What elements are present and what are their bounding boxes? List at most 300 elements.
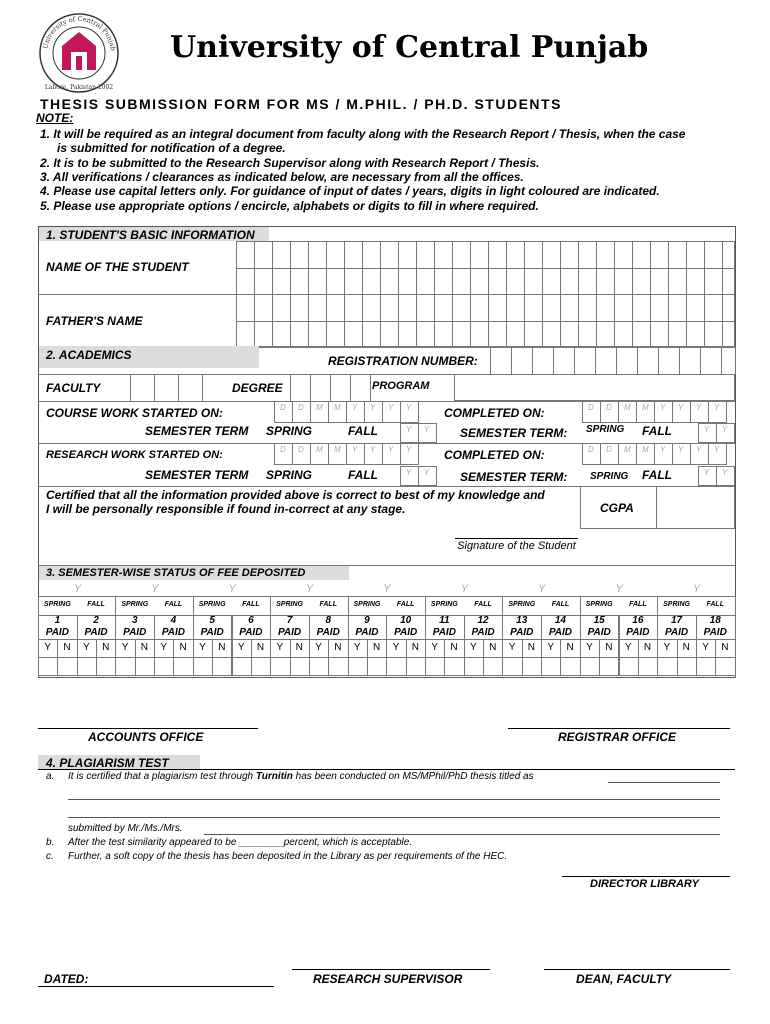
name-letter-box[interactable] [308,321,327,349]
fee-verification-box[interactable] [522,657,542,676]
program-field[interactable] [454,374,735,401]
date-hint-y: Y [678,403,684,412]
name-letter-box[interactable] [236,241,255,269]
supervisor-signature-line[interactable] [292,969,490,970]
registrar-signature-line[interactable] [508,728,730,729]
fee-verification-box[interactable] [96,657,116,676]
fee-yes-label: Y [237,642,245,653]
fee-verification-box[interactable] [348,657,368,676]
date-hint-d: D [606,445,612,454]
section2-title: 2. ACADEMICS [46,348,132,362]
note-2: 2. It is to be submitted to the Research Supervisor along with Research Report / Thesis. [40,156,540,170]
cgpa-label-cell [580,486,657,529]
svg-text:University of Central Punjab: University of Central Punjab [41,14,117,52]
name-letter-box[interactable] [650,294,669,322]
date-hint-m: M [624,403,631,412]
research-spring-option[interactable]: SPRING [266,468,313,482]
name-letter-box[interactable] [308,241,327,269]
name-letter-box[interactable] [650,321,669,349]
fee-year-hint: Y [615,583,623,595]
accounts-signature-line[interactable] [38,728,258,729]
name-letter-box[interactable] [434,294,453,322]
name-letter-box[interactable] [578,268,597,296]
name-letter-box[interactable] [290,294,309,322]
date-hint-y: Y [352,403,358,412]
fee-no-label: N [372,642,381,653]
fee-yes-label: Y [508,642,516,653]
name-letter-box[interactable] [542,268,561,296]
name-letter-box[interactable] [290,268,309,296]
fee-no-label: N [721,642,729,653]
fee-paid-label: PAID [664,627,689,638]
date-hint-d: D [298,445,304,454]
fee-spring-label: SPRING [585,601,613,608]
fee-yes-label: Y [44,642,51,653]
name-letter-box[interactable] [344,294,363,322]
fee-verification-box[interactable] [638,657,658,676]
fee-fall-label: FALL [87,601,105,608]
note-heading: NOTE: [36,111,74,125]
name-letter-box[interactable] [524,241,543,269]
note-1-cont: is submitted for notification of a degree. [57,141,286,155]
year-hint: Y [424,468,430,477]
name-letter-box[interactable] [326,268,345,296]
fee-verification-box[interactable] [386,657,406,676]
registration-digit-box[interactable] [574,346,596,375]
name-letter-box[interactable] [434,268,453,296]
registration-digit-box[interactable] [490,346,512,375]
name-letter-box[interactable] [632,241,651,269]
research-work-started-label: RESEARCH WORK STARTED ON: [46,449,223,461]
registration-digit-box[interactable] [679,346,701,375]
fee-fall-label: FALL [319,601,337,608]
name-letter-box[interactable] [524,294,543,322]
name-letter-box[interactable] [452,294,471,322]
degree-box[interactable] [310,374,331,402]
section1-title: 1. STUDENT'S BASIC INFORMATION [46,228,255,242]
accounts-office-label: ACCOUNTS OFFICE [88,730,204,744]
name-letter-box[interactable] [488,268,507,296]
fee-paid-label: PAID [394,627,418,638]
name-letter-box[interactable] [452,268,471,296]
name-letter-box[interactable] [686,268,705,296]
fee-paid-label: PAID [316,627,340,638]
name-letter-box[interactable] [722,268,735,296]
similarity-statement: After the test similarity appeared to be ________percent, which is acceptable. [68,837,413,848]
name-letter-box[interactable] [668,241,687,269]
fee-yes-label: Y [586,642,593,653]
name-letter-box[interactable] [686,241,705,269]
fee-year-hint: Y [383,583,391,595]
thesis-title-field-3[interactable] [68,817,720,818]
fee-verification-box[interactable] [464,657,484,676]
name-letter-box[interactable] [236,268,255,296]
fee-verification-box[interactable] [135,657,155,676]
name-letter-box[interactable] [578,241,597,269]
fee-paid-label: PAID [548,627,573,638]
date-hint-y: Y [406,403,412,412]
name-letter-box[interactable] [416,268,435,296]
date-hint-y: Y [678,445,684,454]
name-letter-box[interactable] [272,294,291,322]
date-hint-d: D [606,403,612,412]
name-letter-box[interactable] [650,241,669,269]
course-completed-label: COMPLETED ON: [444,406,545,420]
fee-no-label: N [102,642,110,653]
name-letter-box[interactable] [254,321,273,349]
fee-fall-label: FALL [629,601,647,608]
name-letter-box[interactable] [470,241,489,269]
name-letter-box[interactable] [704,268,723,296]
item-b-marker: b. [46,837,55,848]
name-letter-box[interactable] [704,321,723,349]
degree-box[interactable] [330,374,351,402]
fee-verification-box[interactable] [38,657,58,676]
name-letter-box[interactable] [290,321,309,349]
fee-semester-number: 9 [364,615,370,626]
fee-verification-box[interactable] [115,657,135,676]
fee-yes-label: Y [702,642,709,653]
fee-semester-number: 18 [709,615,721,626]
name-letter-box[interactable] [416,321,435,349]
name-letter-box[interactable] [704,294,723,322]
name-letter-box[interactable] [722,241,735,269]
registration-digit-box[interactable] [511,346,533,375]
name-letter-box[interactable] [488,241,507,269]
name-letter-box[interactable] [344,321,363,349]
name-letter-box[interactable] [524,268,543,296]
fee-semester-number: 2 [93,615,99,626]
fee-verification-box[interactable] [696,657,716,676]
fee-year-hint: Y [305,583,314,595]
fee-spring-label: SPRING [353,601,381,608]
name-letter-box[interactable] [416,294,435,322]
name-letter-box[interactable] [578,294,597,322]
date-hint-y: Y [370,403,376,412]
name-letter-box[interactable] [434,241,453,269]
fee-paid-label: PAID [471,627,495,638]
fee-verification-box[interactable] [425,657,445,676]
year-hint: Y [704,468,710,477]
name-letter-box[interactable] [704,241,723,269]
course-completed-spring-option[interactable]: SPRING [586,424,625,435]
cgpa-field[interactable] [656,486,735,529]
name-letter-box[interactable] [614,241,633,269]
fee-paid-label: PAID [703,627,727,638]
degree-label: DEGREE [232,381,283,395]
fee-verification-box[interactable] [406,657,426,676]
registration-digit-box[interactable] [721,346,736,375]
name-letter-box[interactable] [542,294,561,322]
name-letter-box[interactable] [254,294,273,322]
name-letter-box[interactable] [686,294,705,322]
name-letter-box[interactable] [380,294,399,322]
name-letter-box[interactable] [380,268,399,296]
name-letter-box[interactable] [650,268,669,296]
fee-no-label: N [179,642,187,653]
name-letter-box[interactable] [362,241,381,269]
research-completed-label: COMPLETED ON: [444,448,545,462]
fee-verification-box[interactable] [619,657,639,676]
fee-verification-box[interactable] [328,657,348,676]
name-letter-box[interactable] [272,321,291,349]
fee-no-label: N [566,642,574,653]
name-letter-box[interactable] [506,241,525,269]
submitted-by-field[interactable] [204,834,720,835]
fee-semester-number: 5 [209,615,215,626]
fee-paid-label: PAID [45,627,69,638]
course-work-started-label: COURSE WORK STARTED ON: [46,406,223,420]
fee-semester-number: 7 [286,615,293,626]
name-letter-box[interactable] [470,321,489,349]
name-letter-box[interactable] [452,321,471,349]
name-letter-box[interactable] [254,268,273,296]
name-letter-box[interactable] [614,321,633,349]
fee-verification-box[interactable] [677,657,697,676]
name-letter-box[interactable] [596,321,615,349]
name-letter-box[interactable] [722,294,735,322]
name-letter-box[interactable] [452,241,471,269]
name-letter-box[interactable] [254,241,273,269]
course-fall-option[interactable]: FALL [348,424,378,438]
student-signature-line[interactable] [455,538,578,539]
research-completed-spring-option[interactable]: SPRING [590,471,629,482]
name-letter-box[interactable] [308,268,327,296]
fee-no-label: N [605,642,613,653]
fee-paid-label: PAID [239,627,263,638]
thesis-title-field-1[interactable] [608,782,720,783]
research-fall-option[interactable]: FALL [348,468,378,482]
name-letter-box[interactable] [380,321,399,349]
fee-yes-label: Y [547,642,555,653]
name-letter-box[interactable] [596,241,615,269]
course-completed-fall-option[interactable]: FALL [642,424,672,438]
fee-fall-label: FALL [242,601,260,608]
fee-verification-box[interactable] [502,657,522,676]
certify-line-2: I will be personally responsible if found in-correct at any stage. [46,502,406,516]
degree-box[interactable] [350,374,371,402]
fee-verification-box[interactable] [599,657,619,676]
name-letter-box[interactable] [506,321,525,349]
name-letter-box[interactable] [668,294,687,322]
fee-verification-box[interactable] [212,657,232,676]
note-1: 1. It will be required as an integral document from faculty along with the Research Report / Thesis, when the case [40,127,686,141]
name-letter-box[interactable] [596,294,615,322]
registration-digit-box[interactable] [532,346,554,375]
name-letter-box[interactable] [290,241,309,269]
fee-verification-box[interactable] [270,657,290,676]
fee-year-hint: Y [538,583,546,595]
section4-title: 4. PLAGIARISM TEST [46,756,169,770]
fee-yes-label: Y [353,642,361,653]
fee-fall-label: FALL [706,601,724,608]
name-letter-box[interactable] [668,268,687,296]
fee-no-label: N [489,642,497,653]
fee-verification-box[interactable] [541,657,561,676]
year-hint: Y [722,468,728,477]
fee-no-label: N [295,642,303,653]
date-hint-m: M [642,403,649,412]
section3-title: 3. SEMESTER-WISE STATUS OF FEE DEPOSITED [46,567,306,579]
fee-no-label: N [643,642,652,653]
name-letter-box[interactable] [236,321,255,349]
fee-verification-box[interactable] [232,657,252,676]
name-letter-box[interactable] [326,294,345,322]
university-name: University of Central Punjab [170,30,649,65]
director-signature-line[interactable] [562,876,730,877]
fee-spring-label: SPRING [276,601,303,608]
name-letter-box[interactable] [344,241,363,269]
course-completed-semester-label: SEMESTER TERM: [460,426,568,440]
date-hint-y: Y [388,445,394,454]
date-hint-y: Y [714,403,720,412]
name-letter-box[interactable] [560,268,579,296]
name-letter-box[interactable] [236,294,255,322]
fee-semester-number: 11 [439,615,450,626]
faculty-box[interactable] [178,374,203,402]
name-letter-box[interactable] [308,294,327,322]
dean-signature-line[interactable] [544,969,730,970]
fee-verification-box[interactable] [251,657,271,676]
fee-no-label: N [218,642,226,653]
name-letter-box[interactable] [416,241,435,269]
name-letter-box[interactable] [362,294,381,322]
name-letter-box[interactable] [488,321,507,349]
date-hint-d: D [298,403,304,412]
faculty-box[interactable] [130,374,155,402]
dated-field[interactable] [38,986,274,987]
fee-verification-box[interactable] [560,657,580,676]
name-letter-box[interactable] [506,268,525,296]
name-letter-box[interactable] [326,241,345,269]
name-letter-box[interactable] [524,321,543,349]
fee-verification-box[interactable] [193,657,213,676]
registration-digit-box[interactable] [595,346,617,375]
name-letter-box[interactable] [272,268,291,296]
fee-verification-box[interactable] [444,657,464,676]
faculty-box[interactable] [154,374,179,402]
fee-semester-number: 16 [632,615,644,626]
name-letter-box[interactable] [398,268,417,296]
name-letter-box[interactable] [560,294,579,322]
fee-verification-box[interactable] [580,657,600,676]
name-letter-box[interactable] [470,268,489,296]
research-completed-semester-label: SEMESTER TERM: [460,470,568,484]
name-letter-box[interactable] [488,294,507,322]
fee-semester-number: 6 [248,615,254,626]
name-letter-box[interactable] [722,321,735,349]
name-letter-box[interactable] [398,321,417,349]
university-logo [38,12,120,94]
fee-semester-number: 17 [670,615,683,626]
fee-paid-label: PAID [510,627,534,638]
registration-digit-box[interactable] [616,346,638,375]
fee-verification-box[interactable] [367,657,387,676]
fee-verification-box[interactable] [309,657,329,676]
year-hint: Y [406,425,412,434]
dated-label: DATED: [44,972,89,986]
degree-box[interactable] [290,374,311,402]
year-hint: Y [704,425,710,434]
name-letter-box[interactable] [398,241,417,269]
fee-paid-label: PAID [161,627,186,638]
registration-digit-box[interactable] [553,346,575,375]
date-hint-d: D [280,445,286,454]
student-name-label: NAME OF THE STUDENT [46,260,189,274]
fee-verification-box[interactable] [77,657,97,676]
registration-digit-box[interactable] [637,346,659,375]
name-letter-box[interactable] [614,294,633,322]
registration-digit-box[interactable] [700,346,722,375]
plagiarism-statement: It is certified that a plagiarism test through Turnitin has been conducted on MS/MPhil/PhD thesis titled as [68,771,534,782]
date-hint-m: M [334,403,341,412]
name-letter-box[interactable] [632,294,651,322]
name-letter-box[interactable] [632,268,651,296]
date-hint-y: Y [660,445,666,454]
submitted-by-label: submitted by Mr./Ms./Mrs. [68,823,183,834]
fee-verification-box[interactable] [657,657,677,676]
year-hint: Y [424,425,430,434]
fee-no-label: N [527,642,536,653]
name-letter-box[interactable] [362,268,381,296]
fee-verification-box[interactable] [154,657,174,676]
name-letter-box[interactable] [398,294,417,322]
name-letter-box[interactable] [560,241,579,269]
name-letter-box[interactable] [596,268,615,296]
name-letter-box[interactable] [614,268,633,296]
name-divider [38,294,236,295]
fee-verification-box[interactable] [57,657,77,676]
fee-fall-label: FALL [396,601,415,608]
fee-paid-label: PAID [626,627,650,638]
name-letter-box[interactable] [470,294,489,322]
fee-semester-number: 4 [170,615,177,626]
cgpa-label: CGPA [600,501,634,515]
fee-verification-box[interactable] [290,657,310,676]
fee-semester-number: 3 [131,615,138,626]
name-letter-box[interactable] [686,321,705,349]
date-hint-y: Y [714,445,720,454]
name-letter-box[interactable] [632,321,651,349]
fee-yes-label: Y [199,642,206,653]
research-supervisor-label: RESEARCH SUPERVISOR [313,972,463,986]
note-4: 4. Please use capital letters only. For guidance of input of dates / years, digits in light coloured are indicated. [40,184,660,198]
thesis-title-field-2[interactable] [68,799,720,800]
name-letter-box[interactable] [668,321,687,349]
fee-verification-box[interactable] [715,657,735,676]
name-letter-box[interactable] [326,321,345,349]
name-letter-box[interactable] [362,321,381,349]
name-letter-box[interactable] [542,241,561,269]
name-letter-box[interactable] [380,241,399,269]
fee-paid-label: PAID [355,627,379,638]
fee-year-hint: Y [73,583,82,595]
course-spring-option[interactable]: SPRING [266,424,313,438]
fee-verification-box[interactable] [483,657,503,676]
name-letter-box[interactable] [542,321,561,349]
father-name-label: FATHER'S NAME [46,314,143,328]
name-letter-box[interactable] [506,294,525,322]
certify-line-1: Certified that all the information provided above is correct to best of my knowledge and [46,488,545,502]
registration-digit-box[interactable] [658,346,680,375]
research-completed-fall-option[interactable]: FALL [642,468,672,482]
name-letter-box[interactable] [578,321,597,349]
fee-verification-box[interactable] [173,657,193,676]
name-letter-box[interactable] [434,321,453,349]
name-letter-box[interactable] [272,241,291,269]
name-letter-box[interactable] [344,268,363,296]
name-letter-box[interactable] [560,321,579,349]
